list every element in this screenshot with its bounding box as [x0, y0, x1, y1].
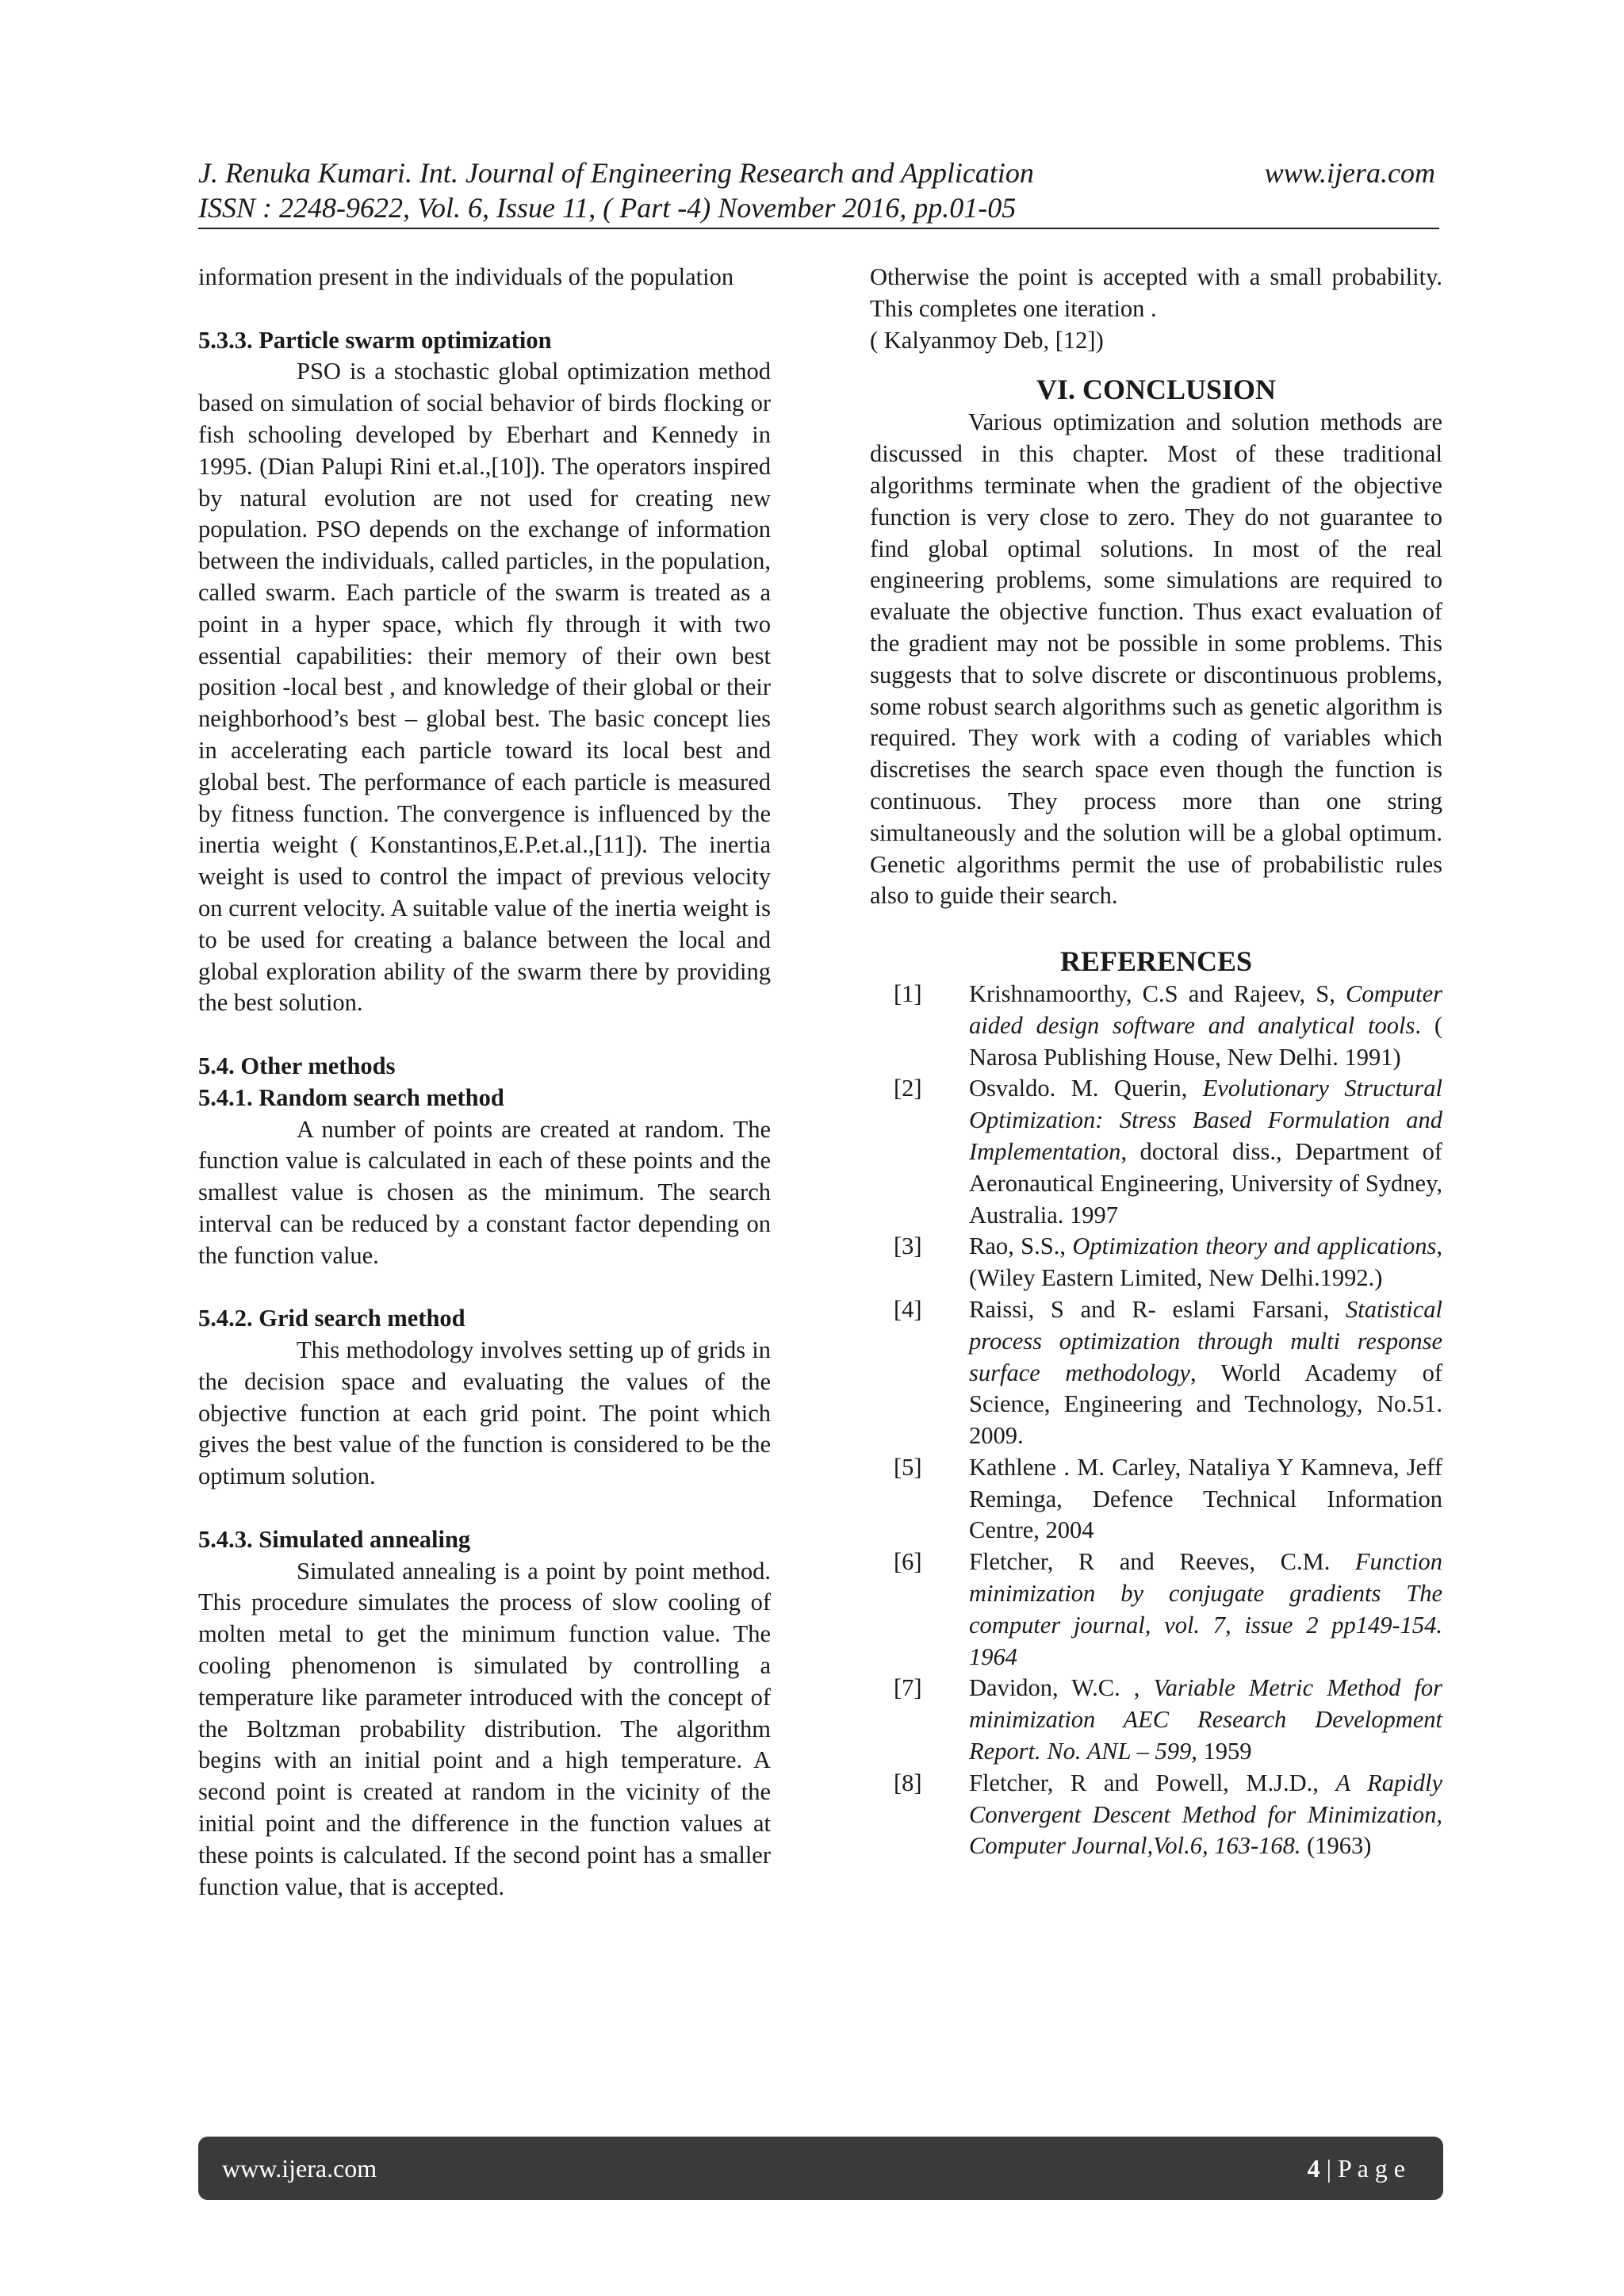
journal-website: www.ijera.com: [1264, 157, 1435, 189]
page-number: [1308, 2154, 1405, 2183]
reference-authors: Krishnamoorthy, C.S and Rajeev, S,: [969, 979, 1346, 1007]
reference-item: [870, 1547, 1442, 1673]
reference-number: [2]: [894, 1075, 922, 1102]
reference-item: [870, 1673, 1442, 1767]
reference-number: [6]: [894, 1548, 922, 1576]
reference-item: [870, 1294, 1442, 1452]
reference-list: [870, 979, 1442, 1862]
left-column: [198, 262, 771, 1903]
reference-text: [969, 1673, 1442, 1767]
reference-item: [870, 1073, 1442, 1231]
reference-text: [969, 1768, 1442, 1862]
right-column: [870, 262, 1442, 1862]
annealing-citation: ( Kalyanmoy Deb, [12]): [870, 326, 1104, 354]
simulated-annealing-paragraph: Simulated annealing is a point by point method. This procedure simulates the process of slow cooling of molten metal to get the minimum function value. The cooling phenomenon is simulated by controlling a temperature like parameter introduced with the concept of the Boltzman probability distribution. The algorithm begins with an initial point and a high temperature. A second point is created at random in the vicinity of the initial point and the difference in the function values at these points is calculated. If the second point has a smaller function value, that is accepted.: [198, 1557, 771, 1900]
reference-number: [4]: [894, 1295, 922, 1323]
page-footer: [198, 2137, 1443, 2200]
issn-line: ISSN : 2248-9622, Vol. 6, Issue 11, ( Part -4) November 2016, pp.01-05: [198, 192, 1017, 224]
grid-search-paragraph: This methodology involves setting up of grids in the decision space and evaluating the values of the objective function at each grid point. The point which gives the best value of the function is considered to be the optimum solution.: [198, 1336, 771, 1490]
conclusion-paragraph: Various optimization and solution methods are discussed in this chapter. Most of these traditional algorithms terminate when the gradient of the objective function is very close to zero. They do not guarantee to find global optimal solutions. In most of the real engineering problems, some simulations are required to evaluate the objective function. Thus exact evaluation of the gradient may not be possible in some problems. This suggests that to solve discrete or discontinuous problems, some robust search algorithms such as genetic algorithm is required. They work with a coding of variables which discretises the search space even though the function is continuous. They process more than one string simultaneously and the solution will be a global optimum. Genetic algorithms permit the use of probabilistic rules also to guide their search.: [870, 408, 1442, 910]
reference-text: [969, 1452, 1442, 1547]
reference-text: [969, 1547, 1442, 1673]
random-search-paragraph: A number of points are created at random. The function value is calculated in each of these points and the smallest value is chosen as the minimum. The search interval can be reduced by a constant factor depending on the function value.: [198, 1115, 771, 1269]
reference-authors: Davidon, W.C. ,: [969, 1674, 1154, 1702]
reference-number: [5]: [894, 1453, 922, 1481]
reference-text: [969, 1231, 1442, 1294]
reference-number: [7]: [894, 1674, 922, 1702]
reference-number: [1]: [894, 979, 922, 1007]
conclusion-heading: VI. CONCLUSION: [1036, 374, 1277, 406]
reference-item: [870, 1452, 1442, 1547]
simulated-annealing-heading: 5.4.3. Simulated annealing: [198, 1525, 471, 1553]
reference-details: , (Wiley Eastern Limited, New Delhi.1992.): [969, 1232, 1442, 1292]
reference-details: (1963): [1300, 1832, 1372, 1860]
reference-text: [969, 1073, 1442, 1231]
reference-title: Optimization theory and applications: [1072, 1232, 1437, 1260]
pso-paragraph: PSO is a stochastic global optimization method based on simulation of social behavior of birds flocking or fish schooling developed by Eberhart and Kennedy in 1995. (Dian Palupi Rini et.al.,[10]). The operators inspired by natural evolution are not used for creating new population. PSO depends on the exchange of information between the individuals, called particles, in the population, called swarm. Each particle of the swarm is treated as a point in a hyper space, which fly through it with two essential capabilities: their memory of their own best position -local best , and knowledge of their global or their neighborhood’s best – global best. The basic concept lies in accelerating each particle toward its local best and global best. The performance of each particle is measured by fitness function. The convergence is influenced by the inertia weight ( Konstantinos,E.P.et.al.,[11]). The inertia weight is used to control the impact of previous velocity on current velocity. A suitable value of the inertia weight is to be used for creating a balance between the local and global exploration ability of the swarm there by providing the best solution.: [198, 358, 771, 1017]
reference-details: , doctoral diss., Department of Aeronautical Engineering, University of Sydney, Australia. 1997: [969, 1137, 1442, 1228]
reference-text: [969, 979, 1442, 1073]
pso-heading: 5.3.3. Particle swarm optimization: [198, 326, 552, 354]
footer-website: www.ijera.com: [222, 2153, 377, 2183]
reference-item: [870, 1231, 1442, 1294]
reference-details: . ( Narosa Publishing House, New Delhi. 1991): [969, 1011, 1442, 1071]
reference-authors: Raissi, S and R- eslami Farsani,: [969, 1295, 1346, 1323]
reference-title: Evolutionary Structural Optimization: Stress Based Formulation and Implementation: [969, 1075, 1442, 1165]
reference-text: [969, 1294, 1442, 1452]
reference-title: Variable Metric Method for minimization AEC Research Development Report. No. ANL – 599,: [969, 1674, 1442, 1765]
reference-item: [870, 1768, 1442, 1862]
reference-number: [8]: [894, 1769, 922, 1796]
annealing-continued: Otherwise the point is accepted with a small probability. This completes one iteration .: [870, 263, 1442, 322]
reference-authors: Rao, S.S.,: [969, 1232, 1073, 1260]
intro-paragraph: information present in the individuals of the population: [198, 263, 734, 290]
grid-search-heading: 5.4.2. Grid search method: [198, 1305, 465, 1332]
page-header: [198, 155, 1435, 225]
reference-authors: Fletcher, R and Powell, M.J.D.,: [969, 1769, 1336, 1796]
reference-title: Computer aided design software and analytical tools: [969, 979, 1442, 1039]
reference-details: , World Academy of Science, Engineering and Technology, No.51. 2009.: [969, 1359, 1442, 1450]
reference-title: Function minimization by conjugate gradients The computer journal, vol. 7, issue 2 pp149-154. 1964: [969, 1548, 1442, 1670]
other-methods-heading: 5.4. Other methods: [198, 1052, 396, 1079]
references-heading: REFERENCES: [1059, 945, 1253, 977]
random-search-heading: 5.4.1. Random search method: [198, 1083, 504, 1111]
reference-number: [3]: [894, 1232, 922, 1260]
page-number-label: | P a g e: [1320, 2153, 1405, 2183]
reference-details: 1959: [1197, 1738, 1252, 1765]
journal-citation: J. Renuka Kumari. Int. Journal of Engineering Research and Application: [198, 157, 1034, 189]
header-divider: [198, 228, 1439, 229]
reference-item: [870, 979, 1442, 1073]
reference-title: A Rapidly Convergent Descent Method for Minimization, Computer Journal,Vol.6, 163-168.: [969, 1769, 1442, 1860]
reference-authors: Kathlene . M. Carley, Nataliya Y Kamneva, Jeff Reminga, Defence Technical Information Centre, 2004: [969, 1453, 1442, 1544]
reference-authors: Fletcher, R and Reeves, C.M.: [969, 1548, 1355, 1576]
reference-title: Statistical process optimization through multi response surface methodology: [969, 1295, 1442, 1386]
page-number-value: 4: [1307, 2153, 1320, 2183]
reference-authors: Osvaldo. M. Querin,: [969, 1075, 1203, 1102]
